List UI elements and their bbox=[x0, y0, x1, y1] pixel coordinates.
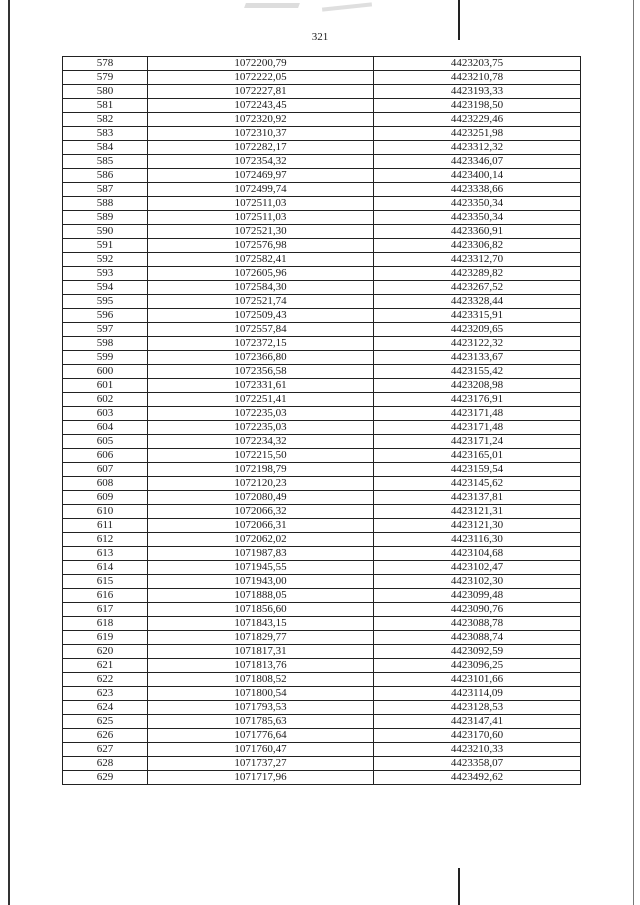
table-row bbox=[63, 309, 581, 323]
point-number-cell: 597 bbox=[63, 323, 148, 337]
page-number: 321 bbox=[311, 31, 329, 43]
table-row bbox=[63, 407, 581, 421]
y-coordinate-cell: 4423208,98 bbox=[374, 379, 581, 393]
table-row bbox=[63, 57, 581, 71]
table-row bbox=[63, 505, 581, 519]
table-row bbox=[63, 239, 581, 253]
x-coordinate-cell: 1072521,74 bbox=[148, 295, 374, 309]
point-number-cell: 604 bbox=[63, 421, 148, 435]
point-number-cell: 623 bbox=[63, 687, 148, 701]
point-number-cell: 587 bbox=[63, 183, 148, 197]
y-coordinate-cell: 4423400,14 bbox=[374, 169, 581, 183]
point-number-cell: 607 bbox=[63, 463, 148, 477]
table-row bbox=[63, 603, 581, 617]
x-coordinate-cell: 1072469,97 bbox=[148, 169, 374, 183]
x-coordinate-cell: 1072310,37 bbox=[148, 127, 374, 141]
point-number-cell: 611 bbox=[63, 519, 148, 533]
table-row bbox=[63, 253, 581, 267]
table-row bbox=[63, 393, 581, 407]
x-coordinate-cell: 1072222,05 bbox=[148, 71, 374, 85]
y-coordinate-cell: 4423328,44 bbox=[374, 295, 581, 309]
point-number-cell: 617 bbox=[63, 603, 148, 617]
x-coordinate-cell: 1072521,30 bbox=[148, 225, 374, 239]
table-row bbox=[63, 547, 581, 561]
x-coordinate-cell: 1072066,31 bbox=[148, 519, 374, 533]
x-coordinate-cell: 1072372,15 bbox=[148, 337, 374, 351]
x-coordinate-cell: 1071813,76 bbox=[148, 659, 374, 673]
x-coordinate-cell: 1071829,77 bbox=[148, 631, 374, 645]
point-number-cell: 610 bbox=[63, 505, 148, 519]
table-row bbox=[63, 365, 581, 379]
point-number-cell: 625 bbox=[63, 715, 148, 729]
y-coordinate-cell: 4423176,91 bbox=[374, 393, 581, 407]
point-number-cell: 626 bbox=[63, 729, 148, 743]
table-row bbox=[63, 477, 581, 491]
y-coordinate-cell: 4423092,59 bbox=[374, 645, 581, 659]
x-coordinate-cell: 1072234,32 bbox=[148, 435, 374, 449]
table-row bbox=[63, 645, 581, 659]
coordinates-table-body bbox=[63, 57, 581, 785]
table-row bbox=[63, 701, 581, 715]
x-coordinate-cell: 1072511,03 bbox=[148, 211, 374, 225]
x-coordinate-cell: 1072282,17 bbox=[148, 141, 374, 155]
point-number-cell: 608 bbox=[63, 477, 148, 491]
y-coordinate-cell: 4423171,24 bbox=[374, 435, 581, 449]
y-coordinate-cell: 4423350,34 bbox=[374, 211, 581, 225]
x-coordinate-cell: 1072120,23 bbox=[148, 477, 374, 491]
x-coordinate-cell: 1072331,61 bbox=[148, 379, 374, 393]
x-coordinate-cell: 1072584,30 bbox=[148, 281, 374, 295]
y-coordinate-cell: 4423209,65 bbox=[374, 323, 581, 337]
y-coordinate-cell: 4423114,09 bbox=[374, 687, 581, 701]
table-row bbox=[63, 197, 581, 211]
y-coordinate-cell: 4423122,32 bbox=[374, 337, 581, 351]
x-coordinate-cell: 1071945,55 bbox=[148, 561, 374, 575]
table-row bbox=[63, 225, 581, 239]
table-row bbox=[63, 687, 581, 701]
x-coordinate-cell: 1072605,96 bbox=[148, 267, 374, 281]
coordinates-table bbox=[62, 56, 581, 785]
point-number-cell: 601 bbox=[63, 379, 148, 393]
y-coordinate-cell: 4423312,70 bbox=[374, 253, 581, 267]
point-number-cell: 621 bbox=[63, 659, 148, 673]
x-coordinate-cell: 1071943,00 bbox=[148, 575, 374, 589]
x-coordinate-cell: 1072243,45 bbox=[148, 99, 374, 113]
table-row bbox=[63, 463, 581, 477]
y-coordinate-cell: 4423101,66 bbox=[374, 673, 581, 687]
y-coordinate-cell: 4423116,30 bbox=[374, 533, 581, 547]
point-number-cell: 618 bbox=[63, 617, 148, 631]
table-row bbox=[63, 379, 581, 393]
y-coordinate-cell: 4423128,53 bbox=[374, 701, 581, 715]
x-coordinate-cell: 1072227,81 bbox=[148, 85, 374, 99]
table-row bbox=[63, 337, 581, 351]
x-coordinate-cell: 1071800,54 bbox=[148, 687, 374, 701]
point-number-cell: 616 bbox=[63, 589, 148, 603]
point-number-cell: 628 bbox=[63, 757, 148, 771]
y-coordinate-cell: 4423346,07 bbox=[374, 155, 581, 169]
x-coordinate-cell: 1072366,80 bbox=[148, 351, 374, 365]
table-row bbox=[63, 323, 581, 337]
table-row bbox=[63, 757, 581, 771]
x-coordinate-cell: 1071888,05 bbox=[148, 589, 374, 603]
point-number-cell: 606 bbox=[63, 449, 148, 463]
x-coordinate-cell: 1072356,58 bbox=[148, 365, 374, 379]
x-coordinate-cell: 1071856,60 bbox=[148, 603, 374, 617]
y-coordinate-cell: 4423193,33 bbox=[374, 85, 581, 99]
table-row bbox=[63, 449, 581, 463]
x-coordinate-cell: 1072066,32 bbox=[148, 505, 374, 519]
y-coordinate-cell: 4423315,91 bbox=[374, 309, 581, 323]
y-coordinate-cell: 4423289,82 bbox=[374, 267, 581, 281]
table-row bbox=[63, 617, 581, 631]
x-coordinate-cell: 1071808,52 bbox=[148, 673, 374, 687]
point-number-cell: 586 bbox=[63, 169, 148, 183]
y-coordinate-cell: 4423170,60 bbox=[374, 729, 581, 743]
x-coordinate-cell: 1072198,79 bbox=[148, 463, 374, 477]
x-coordinate-cell: 1071987,83 bbox=[148, 547, 374, 561]
table-row bbox=[63, 421, 581, 435]
y-coordinate-cell: 4423137,81 bbox=[374, 491, 581, 505]
x-coordinate-cell: 1072215,50 bbox=[148, 449, 374, 463]
x-coordinate-cell: 1072499,74 bbox=[148, 183, 374, 197]
point-number-cell: 600 bbox=[63, 365, 148, 379]
x-coordinate-cell: 1072576,98 bbox=[148, 239, 374, 253]
x-coordinate-cell: 1072557,84 bbox=[148, 323, 374, 337]
x-coordinate-cell: 1071785,63 bbox=[148, 715, 374, 729]
y-coordinate-cell: 4423121,31 bbox=[374, 505, 581, 519]
x-coordinate-cell: 1072080,49 bbox=[148, 491, 374, 505]
point-number-cell: 609 bbox=[63, 491, 148, 505]
x-coordinate-cell: 1072062,02 bbox=[148, 533, 374, 547]
point-number-cell: 578 bbox=[63, 57, 148, 71]
y-coordinate-cell: 4423198,50 bbox=[374, 99, 581, 113]
x-coordinate-cell: 1071776,64 bbox=[148, 729, 374, 743]
table-row bbox=[63, 729, 581, 743]
y-coordinate-cell: 4423360,91 bbox=[374, 225, 581, 239]
point-number-cell: 593 bbox=[63, 267, 148, 281]
point-number-cell: 583 bbox=[63, 127, 148, 141]
table-row bbox=[63, 491, 581, 505]
table-row bbox=[63, 141, 581, 155]
point-number-cell: 629 bbox=[63, 771, 148, 785]
table-row bbox=[63, 771, 581, 785]
point-number-cell: 595 bbox=[63, 295, 148, 309]
point-number-cell: 590 bbox=[63, 225, 148, 239]
table-row bbox=[63, 183, 581, 197]
table-row bbox=[63, 211, 581, 225]
point-number-cell: 615 bbox=[63, 575, 148, 589]
y-coordinate-cell: 4423492,62 bbox=[374, 771, 581, 785]
table-row bbox=[63, 575, 581, 589]
y-coordinate-cell: 4423145,62 bbox=[374, 477, 581, 491]
y-coordinate-cell: 4423306,82 bbox=[374, 239, 581, 253]
x-coordinate-cell: 1072200,79 bbox=[148, 57, 374, 71]
y-coordinate-cell: 4423088,74 bbox=[374, 631, 581, 645]
x-coordinate-cell: 1071817,31 bbox=[148, 645, 374, 659]
point-number-cell: 612 bbox=[63, 533, 148, 547]
y-coordinate-cell: 4423159,54 bbox=[374, 463, 581, 477]
y-coordinate-cell: 4423102,47 bbox=[374, 561, 581, 575]
table-row bbox=[63, 533, 581, 547]
point-number-cell: 599 bbox=[63, 351, 148, 365]
y-coordinate-cell: 4423088,78 bbox=[374, 617, 581, 631]
point-number-cell: 585 bbox=[63, 155, 148, 169]
scan-right-edge bbox=[633, 0, 634, 905]
y-coordinate-cell: 4423147,41 bbox=[374, 715, 581, 729]
y-coordinate-cell: 4423171,48 bbox=[374, 407, 581, 421]
table-row bbox=[63, 71, 581, 85]
point-number-cell: 603 bbox=[63, 407, 148, 421]
table-row bbox=[63, 715, 581, 729]
table-row bbox=[63, 99, 581, 113]
scan-smudge bbox=[244, 3, 300, 8]
table-row bbox=[63, 519, 581, 533]
x-coordinate-cell: 1072235,03 bbox=[148, 407, 374, 421]
x-coordinate-cell: 1072509,43 bbox=[148, 309, 374, 323]
point-number-cell: 619 bbox=[63, 631, 148, 645]
point-number-cell: 613 bbox=[63, 547, 148, 561]
y-coordinate-cell: 4423104,68 bbox=[374, 547, 581, 561]
y-coordinate-cell: 4423229,46 bbox=[374, 113, 581, 127]
point-number-cell: 602 bbox=[63, 393, 148, 407]
table-row bbox=[63, 169, 581, 183]
table-row bbox=[63, 295, 581, 309]
y-coordinate-cell: 4423102,30 bbox=[374, 575, 581, 589]
y-coordinate-cell: 4423251,98 bbox=[374, 127, 581, 141]
table-row bbox=[63, 435, 581, 449]
y-coordinate-cell: 4423203,75 bbox=[374, 57, 581, 71]
table-row bbox=[63, 589, 581, 603]
y-coordinate-cell: 4423267,52 bbox=[374, 281, 581, 295]
scan-left-edge bbox=[8, 0, 10, 905]
y-coordinate-cell: 4423210,33 bbox=[374, 743, 581, 757]
y-coordinate-cell: 4423350,34 bbox=[374, 197, 581, 211]
x-coordinate-cell: 1072582,41 bbox=[148, 253, 374, 267]
x-coordinate-cell: 1071843,15 bbox=[148, 617, 374, 631]
y-coordinate-cell: 4423338,66 bbox=[374, 183, 581, 197]
x-coordinate-cell: 1071717,96 bbox=[148, 771, 374, 785]
point-number-cell: 627 bbox=[63, 743, 148, 757]
point-number-cell: 579 bbox=[63, 71, 148, 85]
x-coordinate-cell: 1072320,92 bbox=[148, 113, 374, 127]
y-coordinate-cell: 4423099,48 bbox=[374, 589, 581, 603]
x-coordinate-cell: 1071760,47 bbox=[148, 743, 374, 757]
y-coordinate-cell: 4423171,48 bbox=[374, 421, 581, 435]
binding-line-bottom bbox=[458, 868, 460, 905]
y-coordinate-cell: 4423133,67 bbox=[374, 351, 581, 365]
y-coordinate-cell: 4423358,07 bbox=[374, 757, 581, 771]
point-number-cell: 591 bbox=[63, 239, 148, 253]
x-coordinate-cell: 1072354,32 bbox=[148, 155, 374, 169]
y-coordinate-cell: 4423096,25 bbox=[374, 659, 581, 673]
point-number-cell: 605 bbox=[63, 435, 148, 449]
y-coordinate-cell: 4423165,01 bbox=[374, 449, 581, 463]
point-number-cell: 594 bbox=[63, 281, 148, 295]
point-number-cell: 624 bbox=[63, 701, 148, 715]
table-row bbox=[63, 631, 581, 645]
point-number-cell: 589 bbox=[63, 211, 148, 225]
x-coordinate-cell: 1071737,27 bbox=[148, 757, 374, 771]
y-coordinate-cell: 4423210,78 bbox=[374, 71, 581, 85]
table-row bbox=[63, 351, 581, 365]
point-number-cell: 581 bbox=[63, 99, 148, 113]
point-number-cell: 580 bbox=[63, 85, 148, 99]
y-coordinate-cell: 4423090,76 bbox=[374, 603, 581, 617]
table-row bbox=[63, 127, 581, 141]
point-number-cell: 592 bbox=[63, 253, 148, 267]
x-coordinate-cell: 1072251,41 bbox=[148, 393, 374, 407]
table-row bbox=[63, 561, 581, 575]
point-number-cell: 584 bbox=[63, 141, 148, 155]
point-number-cell: 614 bbox=[63, 561, 148, 575]
point-number-cell: 582 bbox=[63, 113, 148, 127]
table-row bbox=[63, 85, 581, 99]
table-row bbox=[63, 659, 581, 673]
x-coordinate-cell: 1071793,53 bbox=[148, 701, 374, 715]
point-number-cell: 620 bbox=[63, 645, 148, 659]
y-coordinate-cell: 4423312,32 bbox=[374, 141, 581, 155]
y-coordinate-cell: 4423121,30 bbox=[374, 519, 581, 533]
point-number-cell: 588 bbox=[63, 197, 148, 211]
x-coordinate-cell: 1072235,03 bbox=[148, 421, 374, 435]
table-row bbox=[63, 267, 581, 281]
table-row bbox=[63, 673, 581, 687]
point-number-cell: 622 bbox=[63, 673, 148, 687]
table-row bbox=[63, 155, 581, 169]
point-number-cell: 596 bbox=[63, 309, 148, 323]
scan-smudge bbox=[322, 2, 372, 11]
y-coordinate-cell: 4423155,42 bbox=[374, 365, 581, 379]
table-row bbox=[63, 113, 581, 127]
x-coordinate-cell: 1072511,03 bbox=[148, 197, 374, 211]
point-number-cell: 598 bbox=[63, 337, 148, 351]
table-row bbox=[63, 281, 581, 295]
table-row bbox=[63, 743, 581, 757]
